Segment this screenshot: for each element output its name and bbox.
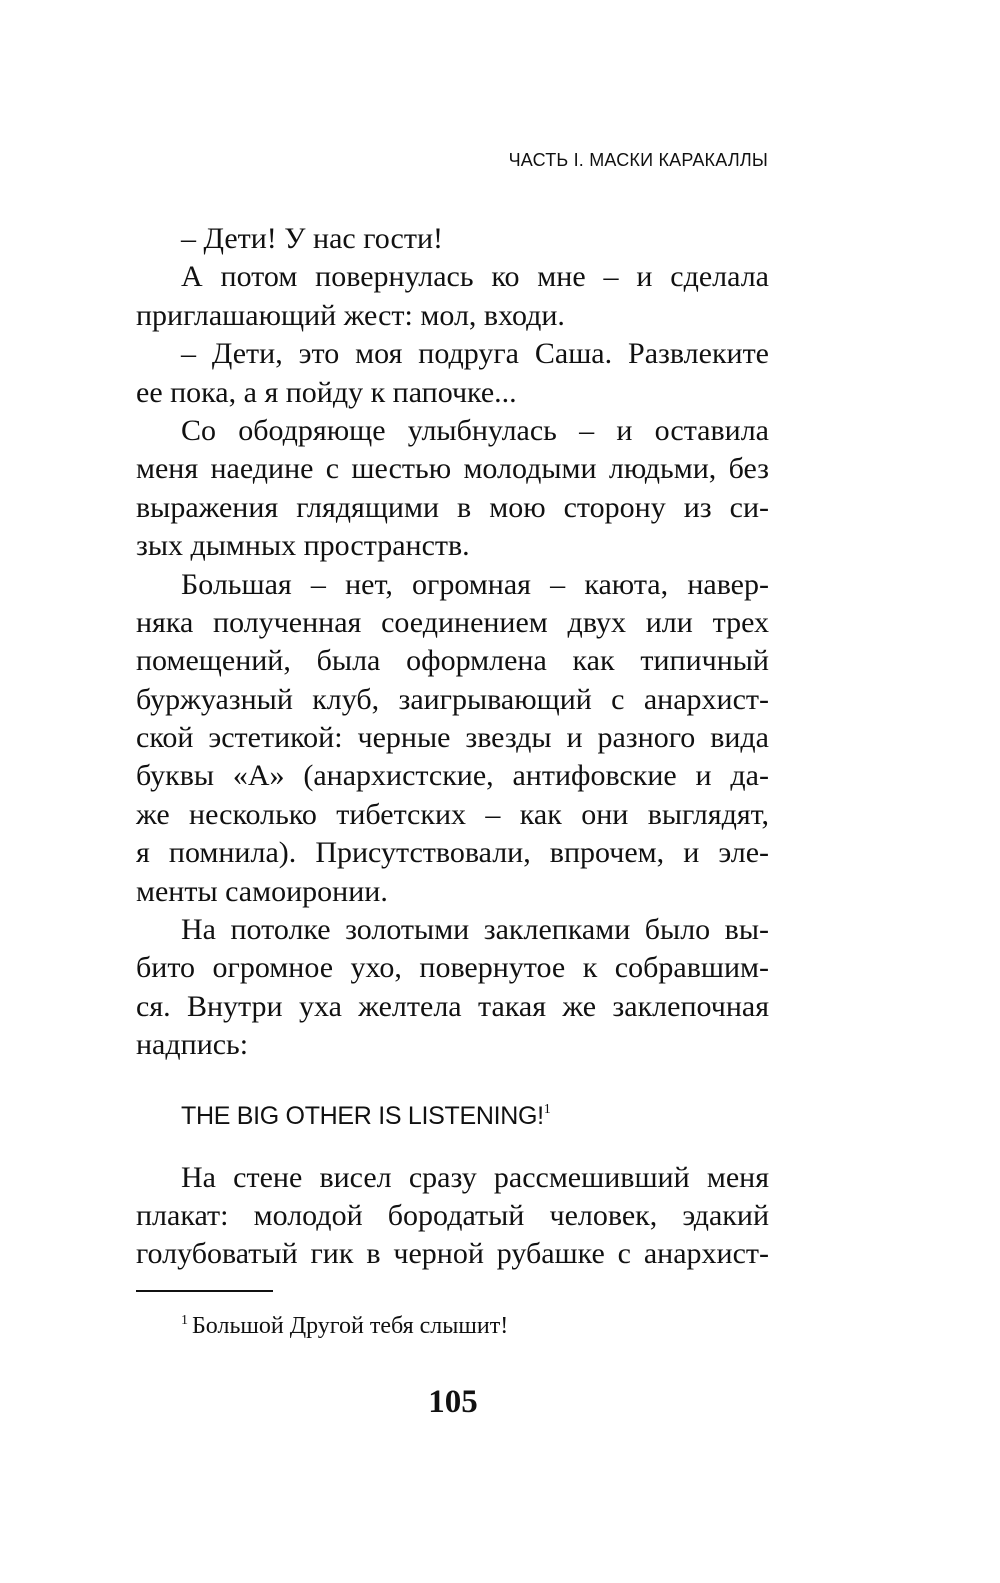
text-line: ской эстетикой: черные звезды и разного вида bbox=[136, 721, 769, 755]
text-line: буквы «А» (анархистские, антифовские и да- bbox=[136, 759, 769, 793]
running-head: ЧАСТЬ I. МАСКИ КАРАКАЛЛЫ bbox=[508, 150, 768, 170]
footnote bbox=[181, 1311, 508, 1341]
page-number: 105 bbox=[428, 1384, 478, 1420]
text-line: голубоватый гик в черной рубашке с анархист- bbox=[136, 1237, 769, 1271]
inscription-text: THE BIG OTHER IS LISTENING! bbox=[181, 1101, 544, 1130]
footnote-text: Большой Другой тебя слышит! bbox=[192, 1313, 509, 1339]
text-line: А потом повернулась ко мне – и сделала bbox=[181, 260, 769, 294]
text-line: я помнила). Присутствовали, впрочем, и эле- bbox=[136, 836, 769, 870]
inscription bbox=[136, 1095, 769, 1137]
spacer bbox=[136, 1065, 769, 1095]
text-line: зых дымных пространств. bbox=[136, 529, 470, 563]
footnote-reference: 1 bbox=[543, 1101, 551, 1117]
spacer bbox=[136, 1137, 769, 1159]
text-line: Со ободряюще улыбнулась – и оставила bbox=[181, 413, 769, 447]
text-line: выражения глядящими в мою сторону из си- bbox=[136, 490, 769, 524]
text-line: меня наедине с шестью молодыми людьми, без bbox=[136, 452, 769, 486]
footnote-mark: 1 bbox=[181, 1313, 188, 1328]
body-text bbox=[136, 220, 769, 1274]
text-line: – Дети! У нас гости! bbox=[181, 222, 444, 255]
text-line: помещений, была оформлена как типичный bbox=[136, 644, 769, 678]
text-line: Большая – нет, огромная – каюта, навер- bbox=[181, 567, 769, 601]
text-line: На стене висел сразу рассмешивший меня bbox=[181, 1160, 769, 1194]
text-line: менты самоиронии. bbox=[136, 874, 388, 908]
text-line: приглашающий жест: мол, входи. bbox=[136, 298, 565, 332]
text-line: буржуазный клуб, заигрывающий с анархист- bbox=[136, 682, 769, 716]
text-line: няка полученная соединением двух или трех bbox=[136, 605, 769, 639]
text-line: бито огромное ухо, повернутое к собравшим- bbox=[136, 951, 769, 985]
text-line: На потолке золотыми заклепками было вы- bbox=[181, 913, 769, 947]
text-line: ся. Внутри уха желтела такая же заклепочная bbox=[136, 989, 769, 1023]
text-line: ее пока, а я пойду к папочке... bbox=[136, 375, 517, 409]
text-line: – Дети, это моя подруга Саша. Развлеките bbox=[181, 337, 769, 371]
text-line: плакат: молодой бородатый человек, эдакий bbox=[136, 1198, 769, 1232]
text-line: же несколько тибетских – как они выглядят, bbox=[136, 797, 769, 831]
text-line: надпись: bbox=[136, 1028, 249, 1062]
footnote-divider bbox=[136, 1290, 273, 1292]
